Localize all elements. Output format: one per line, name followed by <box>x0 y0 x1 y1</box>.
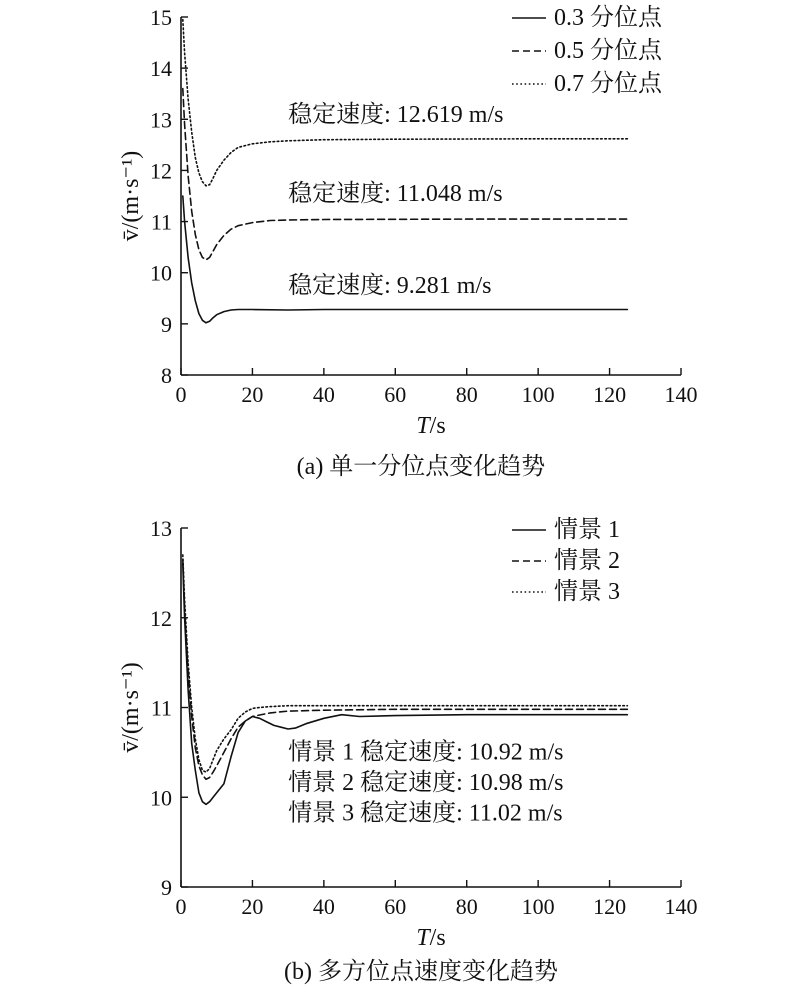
annotation-2: 情景 2 稳定速度: 10.98 m/s <box>288 770 564 797</box>
x-tick-label: 40 <box>312 894 335 919</box>
y-tick-label: 9 <box>161 311 172 337</box>
x-axis-title-unit: /s <box>429 925 446 951</box>
figure-caption: (b) 多方位点速度变化趋势 <box>284 959 558 985</box>
x-tick-label: 100 <box>521 894 555 919</box>
y-tick-label: 12 <box>150 605 172 631</box>
x-tick-label: 0 <box>175 382 187 407</box>
legend-label-1: 0.3 分位点 <box>554 5 662 31</box>
legend-label-3: 情景 3 <box>554 579 620 605</box>
y-tick-label: 11 <box>150 695 172 721</box>
y-tick-label: 9 <box>161 875 172 900</box>
legend-label-1: 情景 1 <box>554 517 620 543</box>
x-axis-title <box>416 413 445 439</box>
chart-panel-a <box>118 4 698 480</box>
annotation-3: 情景 3 稳定速度: 11.02 m/s <box>288 800 563 827</box>
x-axis-title <box>416 925 445 951</box>
y-axis-title: v̄/(m·s⁻¹) <box>118 150 144 242</box>
x-axis-title-unit: /s <box>429 413 446 439</box>
legend-label-3: 0.7 分位点 <box>554 71 662 97</box>
x-axis-title-symbol: T <box>416 925 430 951</box>
x-tick-label: 60 <box>384 382 407 407</box>
x-tick-label: 40 <box>312 382 335 407</box>
x-tick-label: 140 <box>664 382 698 407</box>
x-tick-label: 60 <box>384 894 407 919</box>
x-tick-label: 120 <box>593 382 627 407</box>
x-tick-label: 140 <box>664 894 698 919</box>
y-axis-title: v̄/(m·s⁻¹) <box>118 662 144 753</box>
y-tick-label: 10 <box>150 785 172 811</box>
y-tick-label: 13 <box>150 107 172 133</box>
y-tick-label: 8 <box>161 363 172 388</box>
legend-label-2: 情景 2 <box>554 548 620 574</box>
x-tick-label: 0 <box>175 894 187 919</box>
chart-panel-b <box>118 516 698 985</box>
annotation-2: 稳定速度: 11.048 m/s <box>288 181 503 208</box>
x-axis-title-symbol: T <box>416 413 430 439</box>
y-tick-label: 13 <box>150 516 172 541</box>
figure-caption: (a) 单一分位点变化趋势 <box>296 454 546 480</box>
x-tick-label: 120 <box>593 894 627 919</box>
y-tick-label: 15 <box>150 5 172 30</box>
y-tick-label: 14 <box>150 56 172 82</box>
legend-label-2: 0.5 分位点 <box>554 38 662 64</box>
x-tick-label: 80 <box>455 382 478 407</box>
x-tick-label: 80 <box>455 894 478 919</box>
x-tick-label: 20 <box>241 894 264 919</box>
annotation-1: 稳定速度: 12.619 m/s <box>288 101 504 128</box>
y-tick-label: 11 <box>150 209 172 235</box>
y-tick-label: 10 <box>150 260 172 286</box>
x-tick-label: 100 <box>521 382 555 407</box>
annotation-3: 稳定速度: 9.281 m/s <box>288 273 492 300</box>
annotation-1: 情景 1 稳定速度: 10.92 m/s <box>288 739 564 766</box>
series-line-1 <box>183 196 628 323</box>
x-tick-label: 20 <box>241 382 264 407</box>
y-tick-label: 12 <box>150 158 172 184</box>
